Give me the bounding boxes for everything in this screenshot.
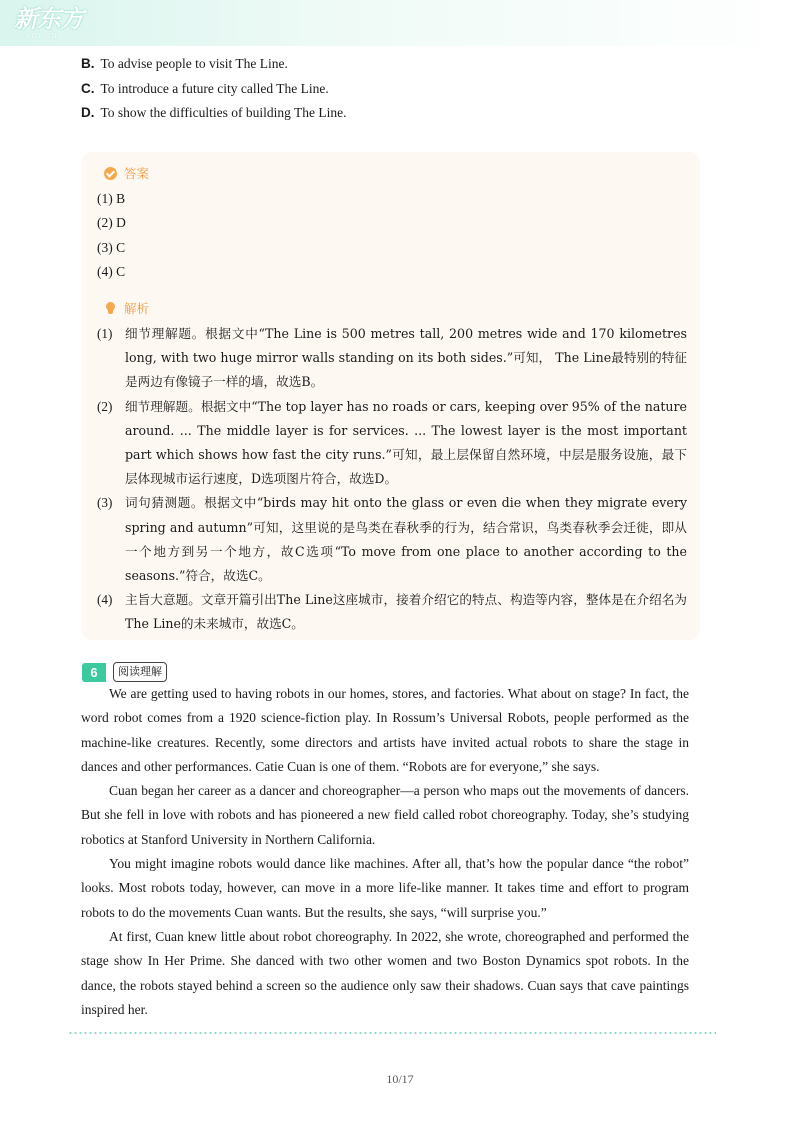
passage-paragraph: You might imagine robots would dance like machines. After all, that’s how the popular dance “the robot” looks. Most robots today, however, can move in a more life-like manner. It takes time and effort to program robots to do the movements Cuan wants. But the results, she says, “will surprise you.” [81,856,689,920]
answer-heading [104,164,149,182]
analysis-text: 细节理解题。根据文中“The Line is 500 metres tall, 200 metres wide and 170 kilometres long, with two huge mirror walls standing on its both sides.”可知， The Line最特别的特征是两边有像镜子一样的墙，故选B。 [125,326,687,390]
option-text: To show the difficulties of building The Line. [100,105,347,120]
reading-passage [81,682,689,1022]
question-type-tag: 阅读理解 [113,662,167,682]
logo-main-text: 新东方 [14,5,83,33]
option-b [81,52,721,77]
option-letter: B. [81,56,95,71]
question-options [81,52,721,126]
option-text: To introduce a future city called The Line. [100,80,329,96]
analysis-item [97,491,687,588]
analysis-text: 词句猜测题。根据文中“birds may hit onto the glass or even die when they migrate every spring and autumn”可知，这里说的是鸟类在春秋季的行为，结合常识，鸟类春秋季会迁徙，即从一个地方到另一个地方，故C选项“To move from one place to another according to the seasons.”符合，故选C。 [125,495,687,584]
analysis-heading-label: 解析 [124,301,150,316]
page-number: 10/17 [386,1072,414,1086]
answer-list [97,187,126,285]
question-number-badge: 6 [82,663,106,682]
answer-item: (2) D [97,215,126,231]
check-circle-icon [104,167,117,180]
passage-paragraph: Cuan began her career as a dancer and choreographer—a person who maps out the movements of dancers. But she fell in love with robots and has pioneered a new field called robot choreography. Today, she’s studying robotics at Stanford University in Northern California. [81,783,689,847]
option-letter: C. [81,80,95,96]
analysis-item [97,588,687,636]
analysis-number: (3) [97,495,113,511]
option-d [81,101,721,126]
answer-analysis-box [82,152,700,640]
answer-item: (4) C [97,264,126,280]
analysis-number: (1) [97,326,113,341]
lightbulb-icon [104,302,117,315]
xdf-logo [14,6,84,42]
analysis-text: 主旨大意题。文章开篇引出The Line这座城市，接着介绍它的特点、构造等内容，整体是在介绍名为The Line的未来城市，故选C。 [125,592,687,632]
answer-heading-label: 答案 [124,166,150,181]
passage-paragraph: At first, Cuan knew little about robot choreography. In 2022, she wrote, choreographed and performed the stage show In Her Prime. She danced with two other women and two Boston Dynamics spot robots. In the dance, the robots stayed behind a screen so the audience only saw their shadows. Cuan says that cave paintings inspired her. [81,928,689,1017]
answer-item: (1) B [97,191,126,206]
option-c [81,77,721,102]
passage-paragraph: We are getting used to having robots in our homes, stores, and factories. What about on stage? In fact, the word robot comes from a 1920 science-fiction play. In Rossum’s Universal Robots, people performed as the machine-like creatures. Recently, some directors and artists have invited actual robots to share the stage in dances and other performances. Catie Cuan is one of them. “Robots are for everyone,” she says. [81,686,689,774]
option-text: To advise people to visit The Line. [100,56,288,71]
option-letter: D. [81,105,95,120]
analysis-heading [104,299,149,317]
analysis-number: (2) [97,398,113,414]
answer-item: (3) C [97,239,126,255]
analysis-text: 细节理解题。根据文中“The top layer has no roads or cars, keeping over 95% of the nature around. ... The middle layer is for services. ... The lowest layer is the most important part which shows how fast the city runs.”可知，最上层保留自然环境，中层是服务设施，最下层体现城市运行速度，D选项图片符合，故选D。 [125,398,687,487]
dotted-divider [68,1032,716,1034]
analysis-list [97,322,687,637]
logo-sub-text: XDF.CN [26,32,58,40]
analysis-number: (4) [97,592,113,608]
analysis-item [97,322,687,395]
analysis-item [97,395,687,492]
page-header-band [0,0,800,46]
